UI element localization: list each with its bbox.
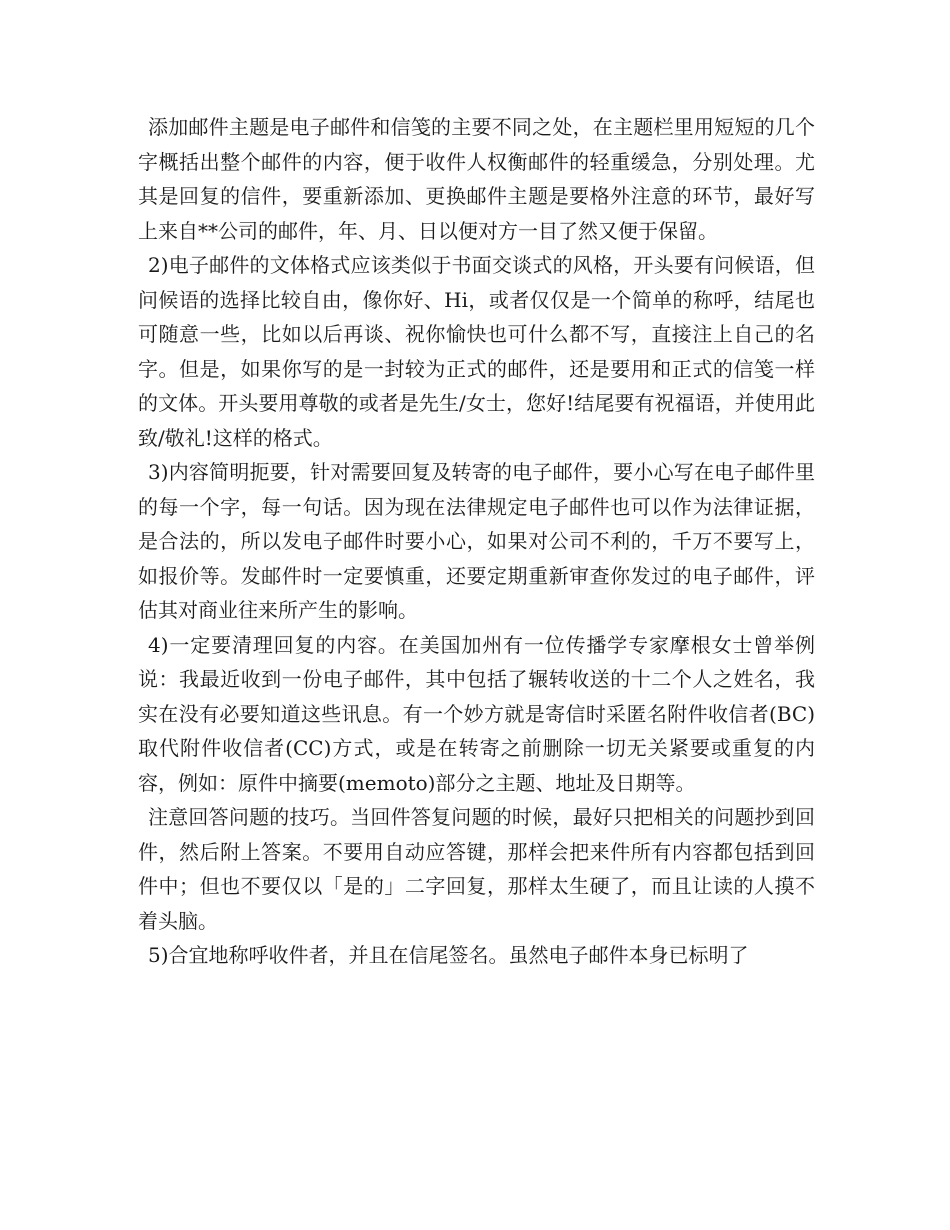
paragraph-address-recipient: 5)合宜地称呼收件者，并且在信尾签名。虽然电子邮件本身已标明了 bbox=[148, 943, 749, 967]
paragraph-concise-content: 3)内容简明扼要，针对需要回复及转寄的电子邮件，要小心写在电子邮件里的每一个字，每一句话。因为现在法律规定电子邮件也可以作为法律证据，是合法的，所以发电子邮件时要小心，如果对公司不利的，千万不要写上，如报价等。发邮件时一定要慎重，还要定期重新审查你发过的电子邮件，评估其对商业往来所产生的影响。 bbox=[138, 460, 815, 622]
document-body bbox=[138, 110, 815, 973]
paragraph-answer-technique: 注意回答问题的技巧。当回件答复问题的时候，最好只把相关的问题抄到回件，然后附上答案。不要用自动应答键，那样会把来件所有内容都包括到回件中；但也不要仅以「是的」二字回复，那样太生硬了，而且让读的人摸不着头脑。 bbox=[138, 805, 815, 933]
paragraph-writing-style: 2)电子邮件的文体格式应该类似于书面交谈式的风格，开头要有问候语，但问候语的选择比较自由，像你好、Hi，或者仅仅是一个简单的称呼，结尾也可随意一些，比如以后再谈、祝你愉快也可什么都不写，直接注上自己的名字。但是，如果你写的是一封较为正式的邮件，还是要用和正式的信笺一样的文体。开头要用尊敬的或者是先生/女士，您好!结尾要有祝福语，并使用此致/敬礼!这样的格式。 bbox=[138, 253, 815, 450]
paragraph-email-subject: 添加邮件主题是电子邮件和信笺的主要不同之处，在主题栏里用短短的几个字概括出整个邮件的内容，便于收件人权衡邮件的轻重缓急，分别处理。尤其是回复的信件，要重新添加、更换邮件主题是要格外注意的环节，最好写上来自**公司的邮件，年、月、日以便对方一目了然又便于保留。 bbox=[138, 115, 815, 243]
paragraph-clean-reply: 4)一定要清理回复的内容。在美国加州有一位传播学专家摩根女士曾举例说：我最近收到一份电子邮件，其中包括了辗转收送的十二个人之姓名，我实在没有必要知道这些讯息。有一个妙方就是寄信时采匿名附件收信者(BC)取代附件收信者(CC)方式，或是在转寄之前删除一切无关紧要或重复的内容，例如：原件中摘要(memoto)部分之主题、地址及日期等。 bbox=[138, 632, 815, 795]
